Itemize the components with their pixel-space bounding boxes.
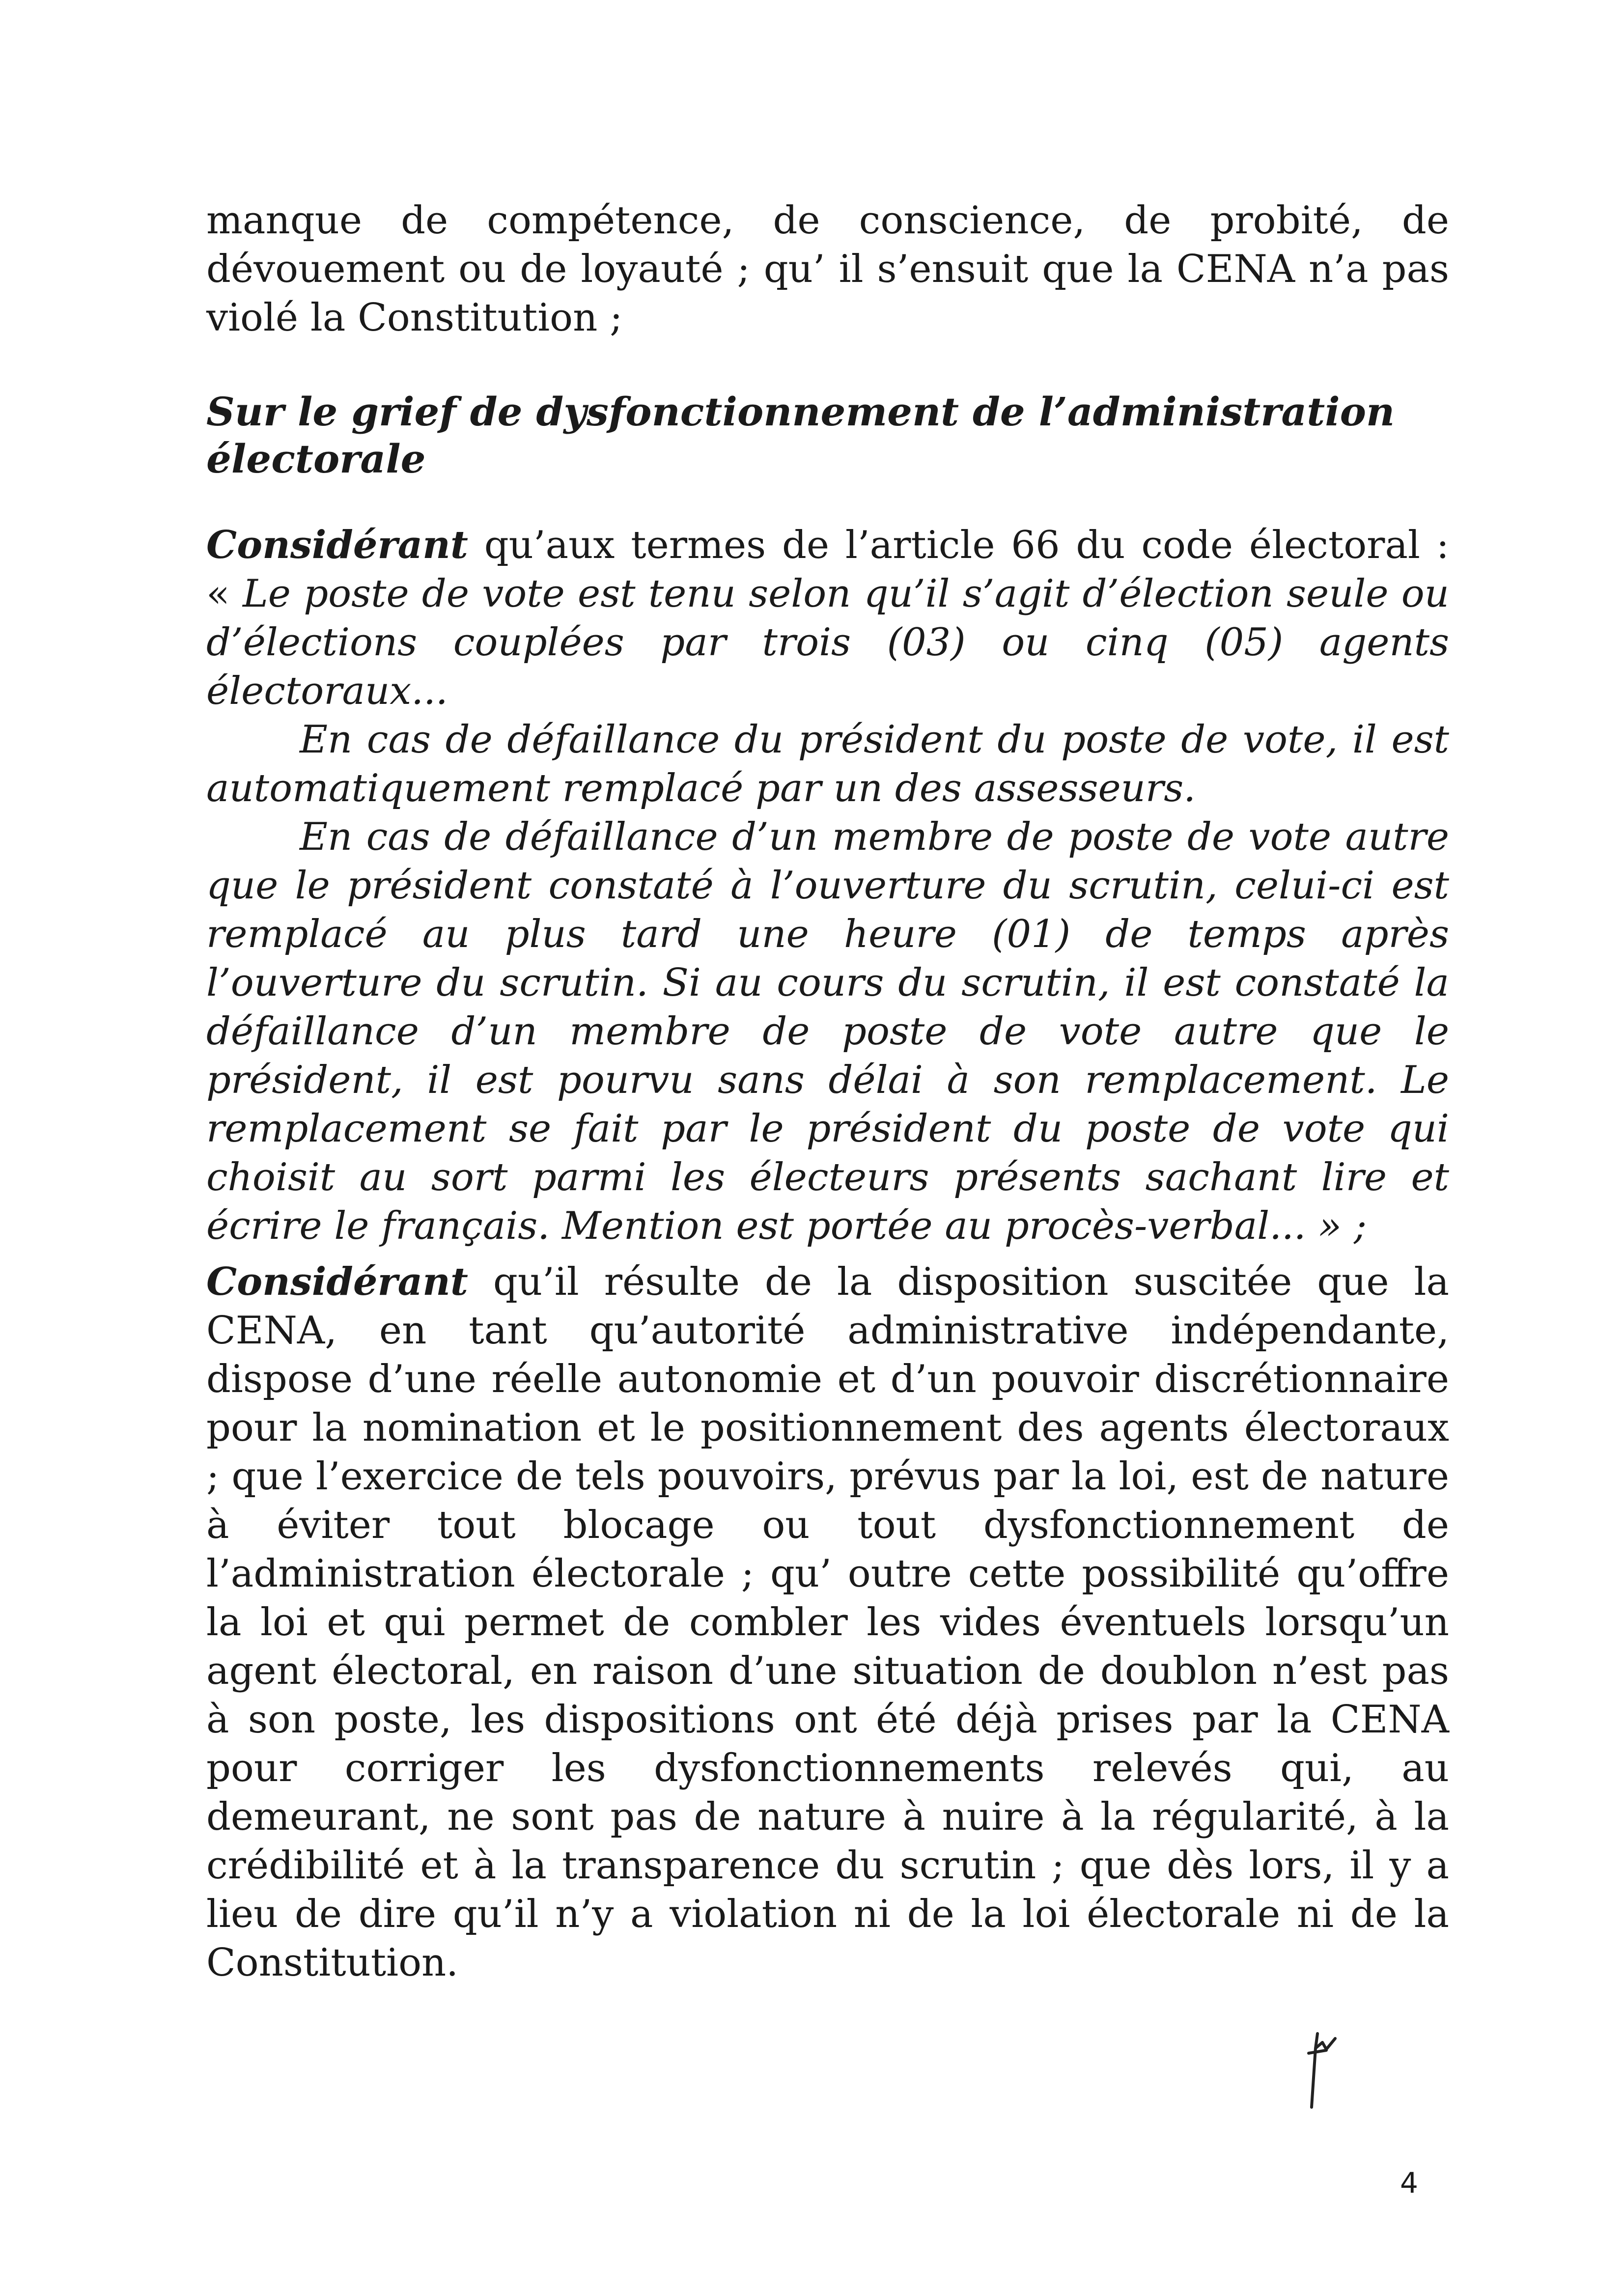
considerant-intro <box>206 521 1449 716</box>
considerant-lead: Considérant <box>206 523 468 567</box>
paragraph-1: manque de compétence, de conscience, de probité, de dévouement ou de loyauté ; qu’ il s’ensuit que la CENA n’a pas violé la Constitution ; <box>206 198 1449 340</box>
considerant-body-text: qu’il résulte de la disposition suscitée que la CENA, en tant qu’autorité administrative indépendante, dispose d’une réelle autonomie et d’un pouvoir discrétionnaire pour la nomination et le positionnement des agents électoraux ; que l’exercice de tels pouvoirs, prévus par la loi, est de nature à éviter tout blocage ou tout dysfonctionnement de l’administration électorale ; qu’ outre cette possibilité qu’offre la loi et qui permet de combler les vides éventuels lorsqu’un agent électoral, en raison d’une situation de doublon n’est pas à son poste, les dispositions ont été déjà prises par la CENA pour corriger les dysfonctionnements relevés qui, au demeurant, ne sont pas de nature à nuire à la régularité, à la crédibilité et à la transparence du scrutin ; que dès lors, il y a lieu de dire qu’il n’y a violation ni de la loi électorale ni de la Constitution. <box>206 1260 1449 1985</box>
considerant-paragraph-2 <box>206 1257 1449 1987</box>
considerant-body <box>206 1257 1449 1987</box>
page-number: 4 <box>1400 2166 1418 2200</box>
section-heading: Sur le grief de dysfonctionnement de l’administration électorale <box>206 389 1395 482</box>
quote-line-1: Le poste de vote est tenu selon qu’il s’agit d’élection seule ou d’élections couplées par trois (03) ou cinq (05) agents électoraux... <box>206 572 1449 713</box>
signature-mark <box>1277 2019 1366 2112</box>
paragraph-continuation <box>206 196 1449 342</box>
considerant-paragraph-1 <box>206 521 1449 1251</box>
quote-line-2: En cas de défaillance du président du poste de vote, il est automatiquement remplacé par un des assesseurs. <box>206 718 1449 810</box>
considerant-lead-2: Considérant <box>206 1259 468 1304</box>
considerant-intro-text: qu’aux termes de l’article 66 du code électoral : « <box>206 523 1449 616</box>
quote-line-3: En cas de défaillance d’un membre de poste de vote autre que le président constaté à l’ouverture du scrutin, celui-ci est remplacé au plus tard une heure (01) de temps après l’ouverture du scrutin. Si au cours du scrutin, il est constaté la défaillance d’un membre de poste de vote autre que le président, il est pourvu sans délai à son remplacement. Le remplacement se fait par le président du poste de vote qui choisit au sort parmi les électeurs présents sachant lire et écrire le français. Mention est portée au procès-verbal... » ; <box>206 815 1449 1248</box>
